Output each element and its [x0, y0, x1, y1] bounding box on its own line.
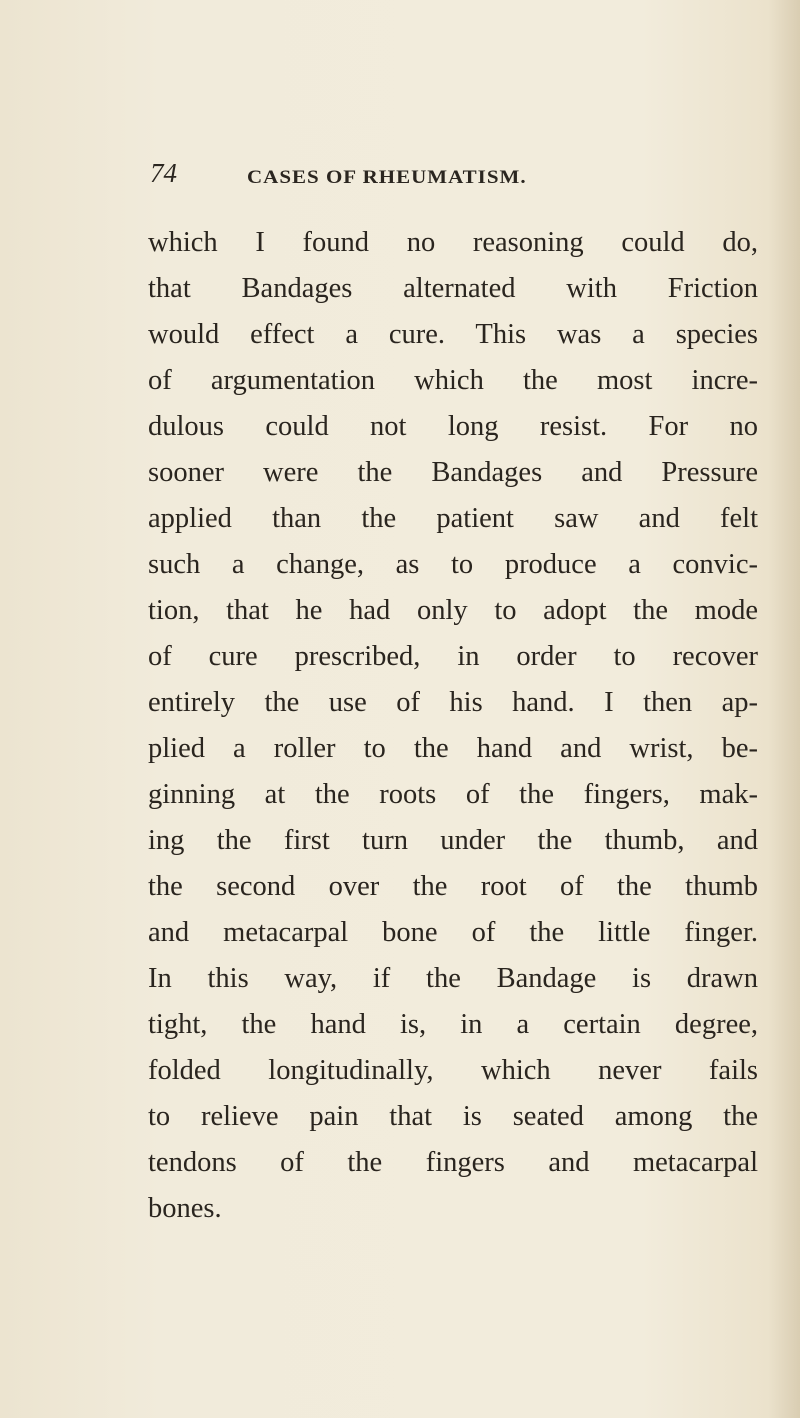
text-line: that Bandages alternated with Friction	[148, 273, 758, 304]
text-line: tendons of the fingers and metacarpal	[148, 1147, 758, 1178]
text-line: ing the first turn under the thumb, and	[148, 825, 758, 856]
text-line: ginning at the roots of the fingers, mak-	[148, 779, 758, 810]
text-line: tion, that he had only to adopt the mode	[148, 595, 758, 626]
running-head	[150, 158, 750, 198]
text-line: entirely the use of his hand. I then ap-	[148, 687, 758, 718]
page-number: 74	[150, 158, 177, 188]
running-title: CASES OF RHEUMATISM.	[247, 166, 527, 188]
text-line: folded longitudinally, which never fails	[148, 1055, 758, 1086]
text-line: applied than the patient saw and felt	[148, 503, 758, 534]
text-line: tight, the hand is, in a certain degree,	[148, 1009, 758, 1040]
text-line: which I found no reasoning could do,	[148, 227, 758, 258]
text-line: plied a roller to the hand and wrist, be-	[148, 733, 758, 764]
text-line: to relieve pain that is seated among the	[148, 1101, 758, 1132]
text-line: bones.	[148, 1193, 222, 1224]
text-line: and metacarpal bone of the little finger.	[148, 917, 758, 948]
text-line: dulous could not long resist. For no	[148, 411, 758, 442]
text-line: the second over the root of the thumb	[148, 871, 758, 902]
text-line: In this way, if the Bandage is drawn	[148, 963, 758, 994]
text-line: would effect a cure. This was a species	[148, 319, 758, 350]
text-line: of cure prescribed, in order to recover	[148, 641, 758, 672]
text-line: sooner were the Bandages and Pressure	[148, 457, 758, 488]
text-line: such a change, as to produce a convic-	[148, 549, 758, 580]
text-line: of argumentation which the most incre-	[148, 365, 758, 396]
body-paragraph	[148, 220, 758, 1232]
